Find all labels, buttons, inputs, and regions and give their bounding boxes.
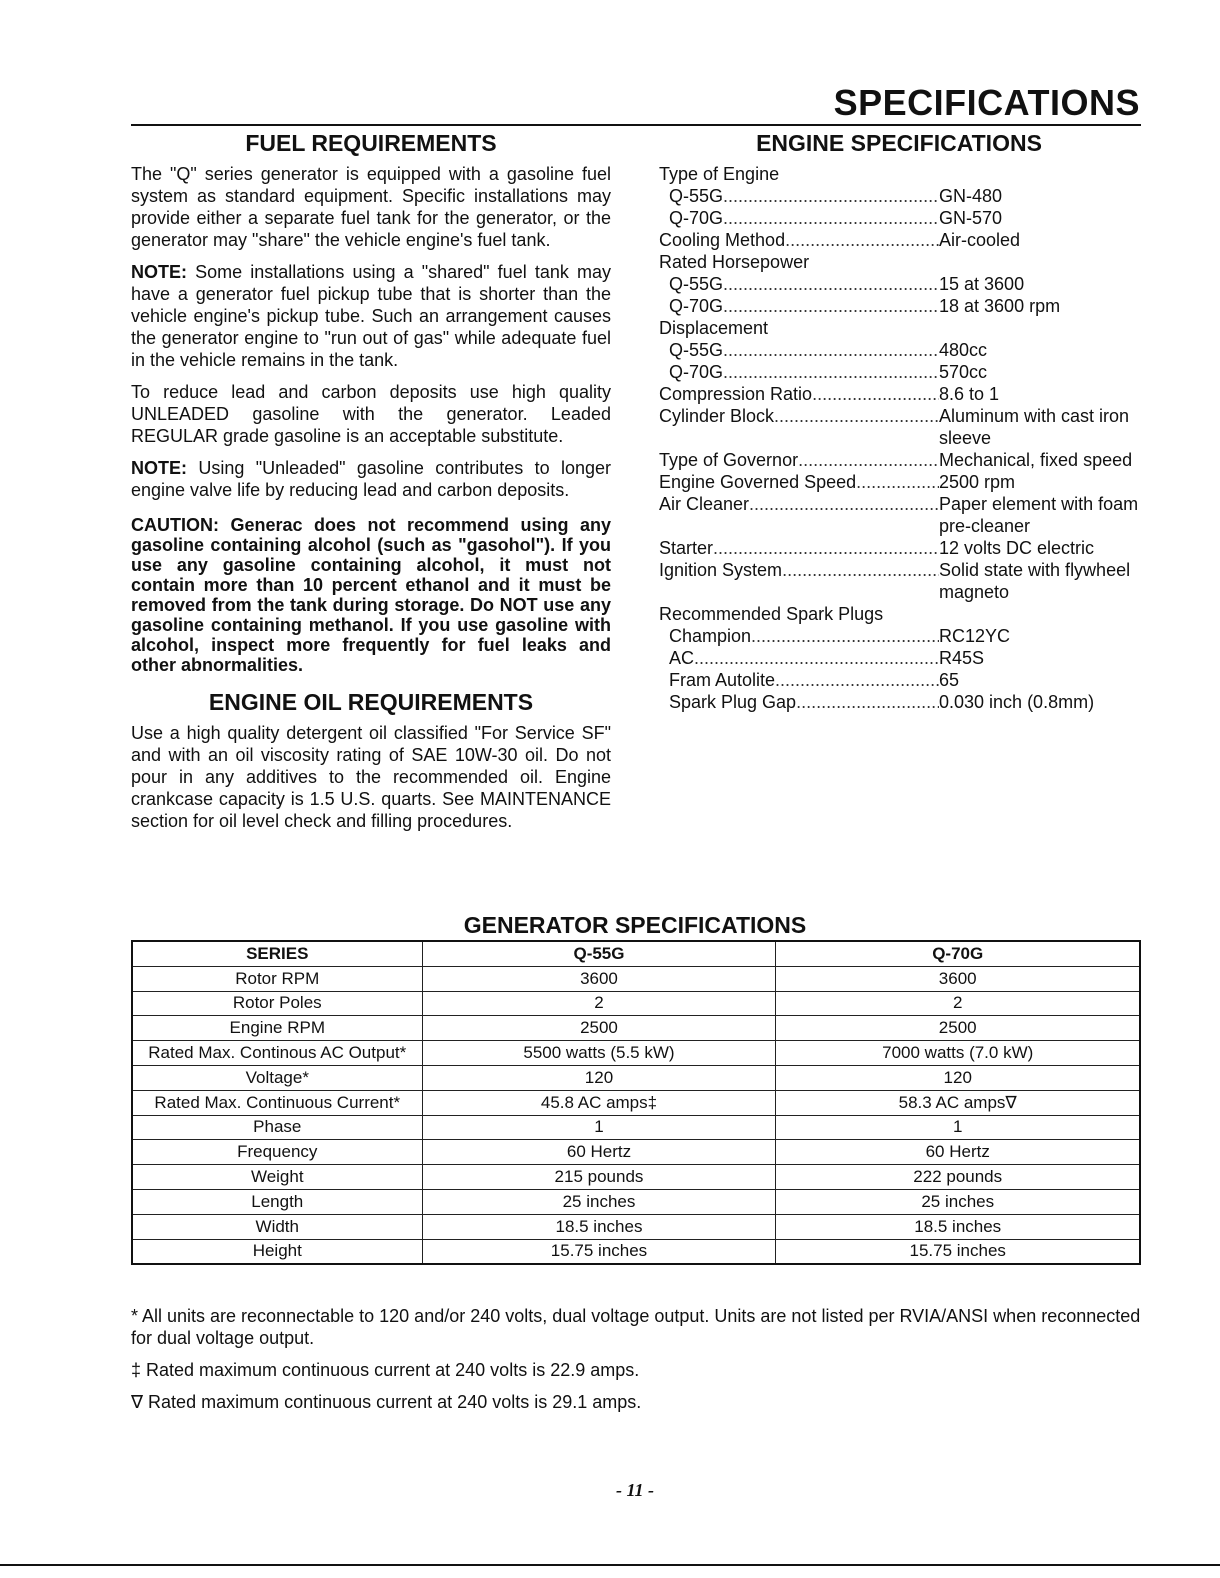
spec-value: 8.6 to 1 [939,384,1000,404]
spec-row [659,647,1139,669]
table-row [132,1189,1140,1214]
table-cell: Rotor Poles [132,991,422,1016]
spec-row [659,383,1139,405]
spec-heading: Rated Horsepower [659,252,810,272]
spec-label: Compression Ratio [659,384,813,404]
table-cell: Width [132,1214,422,1239]
engine-specifications-title: ENGINE SPECIFICATIONS [756,130,1042,156]
footnote-star: * All units are reconnectable to 120 and/or 240 volts, dual voltage output. Units are not listed per RVIA/ANSI when reconnected for dual voltage output. [131,1306,1141,1348]
table-cell: 1 [422,1115,776,1140]
table-cell: Length [132,1189,422,1214]
spec-value: 480cc [939,340,988,360]
spec-row [659,229,1139,251]
table-cell: 60 Hertz [776,1140,1140,1165]
table-row [132,1065,1140,1090]
spec-label: Q-70G [669,208,724,228]
generator-specifications-table [131,940,1141,1265]
table-cell: 7000 watts (7.0 kW) [776,1041,1140,1066]
fuel-note-1 [131,261,611,371]
spec-row [659,691,1139,713]
table-cell: 2 [776,991,1140,1016]
spec-value: GN-480 [939,186,1003,206]
table-cell: 5500 watts (5.5 kW) [422,1041,776,1066]
table-cell: Weight [132,1165,422,1190]
table-cell: 222 pounds [776,1165,1140,1190]
table-row [132,1214,1140,1239]
table-cell: 2 [422,991,776,1016]
table-cell: 2500 [422,1016,776,1041]
spec-label: Q-70G [669,362,724,382]
spec-row [659,449,1139,471]
spec-value: RC12YC [939,626,1011,646]
spec-label: Starter [659,538,714,558]
table-cell: Rotor RPM [132,966,422,991]
table-cell: 18.5 inches [776,1214,1140,1239]
table-cell: 215 pounds [422,1165,776,1190]
column-header: Q-55G [422,941,776,966]
spec-row [659,185,1139,207]
spec-label: AC [669,648,695,668]
spec-label: Spark Plug Gap [669,692,797,712]
spec-label: Ignition System [659,560,783,580]
spec-value: R45S [939,648,985,668]
spec-row [659,625,1139,647]
page-number: - 11 - [616,1480,654,1500]
table-cell: 1 [776,1115,1140,1140]
spec-label: Fram Autolite [669,670,776,690]
table-cell: Rated Max. Continous AC Output* [132,1041,422,1066]
spec-row [659,273,1139,295]
spec-row [659,295,1139,317]
bottom-divider [0,1564,1220,1566]
page-title: SPECIFICATIONS [833,82,1140,123]
table-row [132,1041,1140,1066]
note-text: Some installations using a "shared" fuel tank may have a generator fuel pickup tube that is shorter than the vehicle engine's pickup tube. Such an arrangement causes the generator engine to "run out of gas" while adequate fuel in the vehicle remains in the tank. [131,262,611,370]
table-cell: 45.8 AC amps‡ [422,1090,776,1115]
table-cell: 120 [776,1065,1140,1090]
column-header: Q-70G [776,941,1140,966]
note-text: Using "Unleaded" gasoline contributes to longer engine valve life by reducing lead and carbon deposits. [131,458,611,500]
spec-label: Cylinder Block [659,406,775,426]
spec-value: 12 volts DC electric [939,538,1095,558]
spec-label: Engine Governed Speed [659,472,857,492]
note-label: NOTE: [131,458,187,478]
spec-label: Air Cleaner [659,494,750,514]
fuel-paragraph-1: The "Q" series generator is equipped with a gasoline fuel system as standard equipment. Specific installations may provide either a separate fuel tank for the generator, or the generator may "share" the vehicle engine's fuel tank. [131,164,611,250]
table-cell: 15.75 inches [422,1239,776,1264]
table-header-row [132,941,1140,966]
table-cell: Phase [132,1115,422,1140]
spec-value: Solid state with flywheel magneto [939,560,1131,602]
spec-label: Type of Governor [659,450,799,470]
fuel-paragraph-2: To reduce lead and carbon deposits use high quality UNLEADED gasoline with the generator. Leaded REGULAR grade gasoline is an acceptable substitute. [131,382,611,446]
spec-label: Q-70G [669,296,724,316]
spec-heading: Type of Engine [659,164,780,184]
spec-label: Q-55G [669,186,724,206]
header-divider [131,124,1141,126]
fuel-caution: CAUTION: Generac does not recommend using any gasoline containing alcohol (such as "gasohol"). If you use any gasoline containing alcohol, it must not contain more than 10 percent ethanol and it must be removed from the tank during storage. Do NOT use any gasoline containing methanol. If you use gasoline with alcohol, inspect more frequently for fuel leaks and other abnormalities. [131,515,611,675]
spec-row [659,361,1139,383]
spec-heading: Displacement [659,318,769,338]
spec-row [659,405,1139,449]
table-cell: 3600 [776,966,1140,991]
spec-value: 0.030 inch (0.8mm) [939,692,1095,712]
table-cell: 60 Hertz [422,1140,776,1165]
table-cell: Height [132,1239,422,1264]
table-row [132,1090,1140,1115]
spec-label: Champion [669,626,752,646]
spec-value: Mechanical, fixed speed [939,450,1133,470]
table-cell: 15.75 inches [776,1239,1140,1264]
table-cell: 25 inches [776,1189,1140,1214]
oil-paragraph: Use a high quality detergent oil classified "For Service SF" and with an oil viscosity rating of SAE 10W-30 oil. Do not pour in any additives to the recommended oil. Engine crankcase capacity is 1.5 U.S. quarts. See MAINTENANCE section for oil level check and filling procedures. [131,723,611,831]
table-cell: 18.5 inches [422,1214,776,1239]
table-cell: 58.3 AC amps∇ [776,1090,1140,1115]
spec-value: 570cc [939,362,988,382]
spec-value: 15 at 3600 [939,274,1025,294]
spec-value: Air-cooled [939,230,1021,250]
table-cell: Engine RPM [132,1016,422,1041]
table-row [132,991,1140,1016]
right-column [659,130,1139,713]
spec-value: Aluminum with cast iron sleeve [939,406,1130,448]
table-row [132,966,1140,991]
table-row [132,1115,1140,1140]
table-row [132,1239,1140,1264]
spec-label: Q-55G [669,340,724,360]
table-cell: 2500 [776,1016,1140,1041]
spec-row [659,471,1139,493]
table-cell: 25 inches [422,1189,776,1214]
table-cell: Voltage* [132,1065,422,1090]
spec-row [659,207,1139,229]
spec-value: GN-570 [939,208,1003,228]
table-cell: Rated Max. Continuous Current* [132,1090,422,1115]
fuel-requirements-title: FUEL REQUIREMENTS [245,130,497,156]
spec-label: Q-55G [669,274,724,294]
table-row [132,1140,1140,1165]
column-header: SERIES [132,941,422,966]
spec-row [659,493,1139,537]
table-cell: 120 [422,1065,776,1090]
footnotes [131,1305,1141,1423]
note-label: NOTE: [131,262,187,282]
spec-value: 18 at 3600 rpm [939,296,1061,316]
spec-value: 65 [939,670,960,690]
fuel-note-2 [131,457,611,501]
table-cell: Frequency [132,1140,422,1165]
spec-heading: Recommended Spark Plugs [659,604,884,624]
spec-value: 2500 rpm [939,472,1016,492]
spec-row [659,537,1139,559]
spec-row [659,669,1139,691]
spec-label: Cooling Method [659,230,786,250]
generator-specifications-title: GENERATOR SPECIFICATIONS [463,912,807,938]
table-row [132,1165,1140,1190]
table-row [132,1016,1140,1041]
left-column [131,130,611,842]
oil-requirements-title: ENGINE OIL REQUIREMENTS [208,689,534,715]
footnote-dagger: ‡ Rated maximum continuous current at 240 volts is 22.9 amps. [131,1360,640,1380]
footnote-nabla: ∇ Rated maximum continuous current at 240 volts is 29.1 amps. [131,1392,642,1412]
spec-row [659,559,1139,603]
spec-row [659,339,1139,361]
spec-value: Paper element with foam pre-cleaner [939,494,1139,536]
table-cell: 3600 [422,966,776,991]
